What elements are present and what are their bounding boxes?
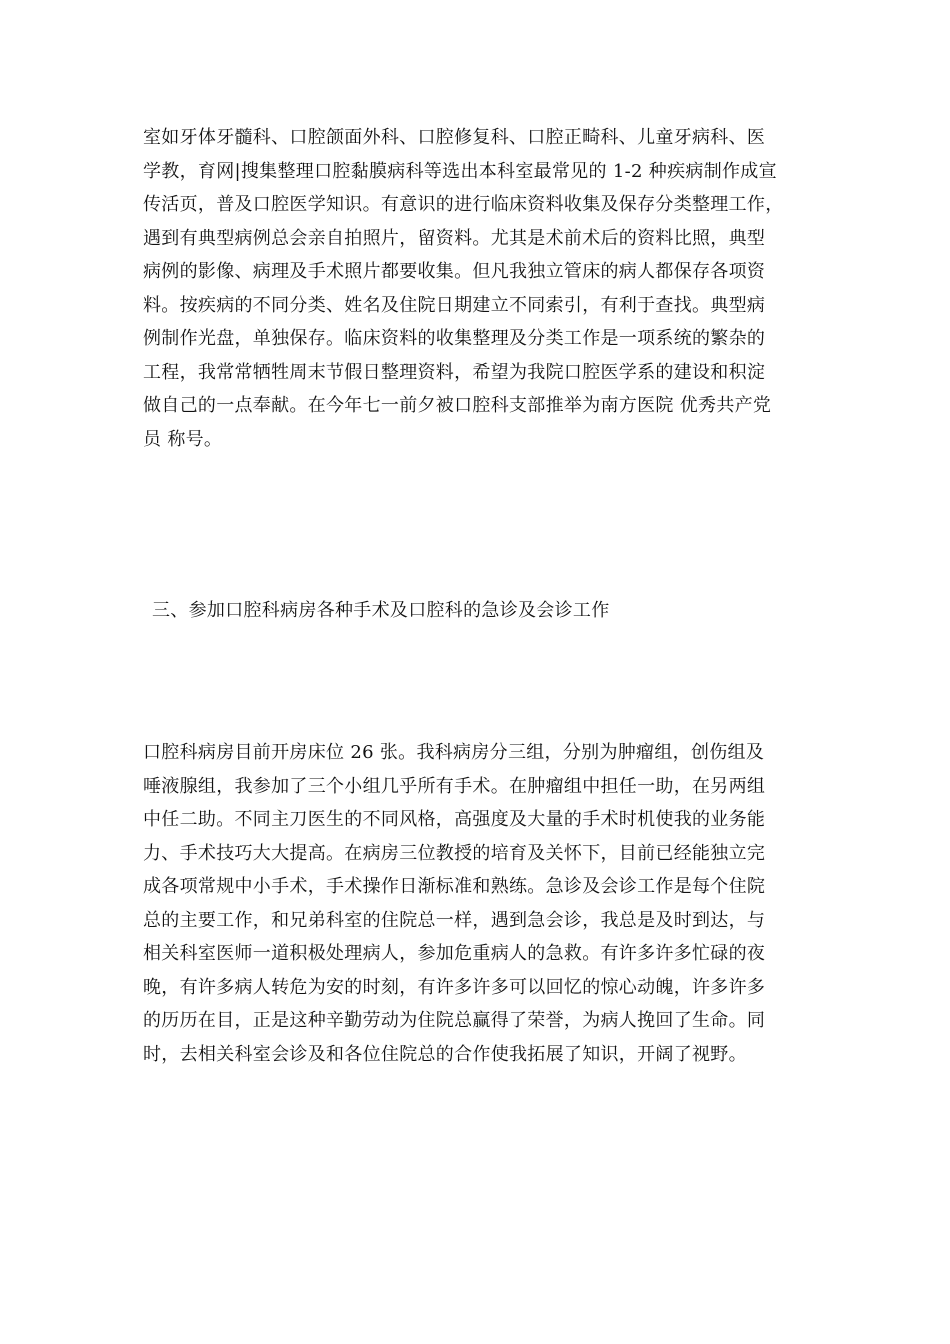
- paragraph-1-line: 学教，育网|搜集整理口腔黏膜病科等选出本科室最常见的 1-2 种疾病制作成宣: [143, 160, 777, 182]
- paragraph-1-line: 员 称号。: [143, 428, 223, 450]
- paragraph-2-line: 晚，有许多病人转危为安的时刻，有许多许多可以回忆的惊心动魄，许多许多: [143, 976, 766, 998]
- paragraph-2-line: 唾液腺组，我参加了三个小组几乎所有手术。在肿瘤组中担任一助，在另两组: [143, 775, 766, 797]
- paragraph-2-line: 相关科室医师一道积极处理病人，参加危重病人的急救。有许多许多忙碌的夜: [143, 943, 766, 964]
- paragraph-2: [143, 736, 808, 1071]
- paragraph-1-line: 做自己的一点奉献。在今年七一前夕被口腔科支部推举为南方医院 优秀共产党: [143, 395, 772, 416]
- paragraph-2-line: 成各项常规中小手术，手术操作日渐标准和熟练。急诊及会诊工作是每个住院: [143, 876, 766, 897]
- paragraph-2-line: 的历历在目，正是这种辛勤劳动为住院总赢得了荣誉，为病人挽回了生命。同: [143, 1010, 766, 1031]
- section-heading-text: 三、参加口腔科病房各种手术及口腔科的急诊及会诊工作: [152, 600, 610, 621]
- paragraph-2-line: 总的主要工作，和兄弟科室的住院总一样，遇到急会诊，我总是及时到达，与: [143, 909, 766, 931]
- paragraph-1-line: 传活页，普及口腔医学知识。有意识的进行临床资料收集及保存分类整理工作，: [143, 194, 784, 215]
- paragraph-1: [143, 121, 808, 456]
- paragraph-1-line: 病例的影像、病理及手术照片都要收集。但凡我独立管床的病人都保存各项资: [143, 261, 766, 282]
- paragraph-2-line: 力、手术技巧大大提高。在病房三位教授的培育及关怀下，目前已经能独立完: [143, 842, 766, 864]
- paragraph-2-line: 时，去相关科室会诊及和各位住院总的合作使我拓展了知识，开阔了视野。: [143, 1043, 747, 1065]
- paragraph-1-line: 遇到有典型病例总会亲自拍照片，留资料。尤其是术前术后的资料比照，典型: [143, 227, 766, 249]
- section-heading: [152, 594, 817, 628]
- paragraph-1-line: 例制作光盘，单独保存。临床资料的收集整理及分类工作是一项系统的繁杂的: [143, 328, 766, 349]
- paragraph-2-line: 口腔科病房目前开房床位 26 张。我科病房分三组，分别为肿瘤组，创伤组及: [143, 742, 765, 763]
- paragraph-1-line: 料。按疾病的不同分类、姓名及住院日期建立不同索引，有利于查找。典型病: [143, 294, 766, 316]
- paragraph-1-line: 工程，我常常牺牲周末节假日整理资料，希望为我院口腔医学系的建设和积淀: [143, 361, 766, 383]
- paragraph-2-line: 中任二助。不同主刀医生的不同风格，高强度及大量的手术时机使我的业务能: [143, 809, 766, 830]
- paragraph-1-line: 室如牙体牙髓科、口腔颌面外科、口腔修复科、口腔正畸科、儿童牙病科、医: [143, 127, 766, 148]
